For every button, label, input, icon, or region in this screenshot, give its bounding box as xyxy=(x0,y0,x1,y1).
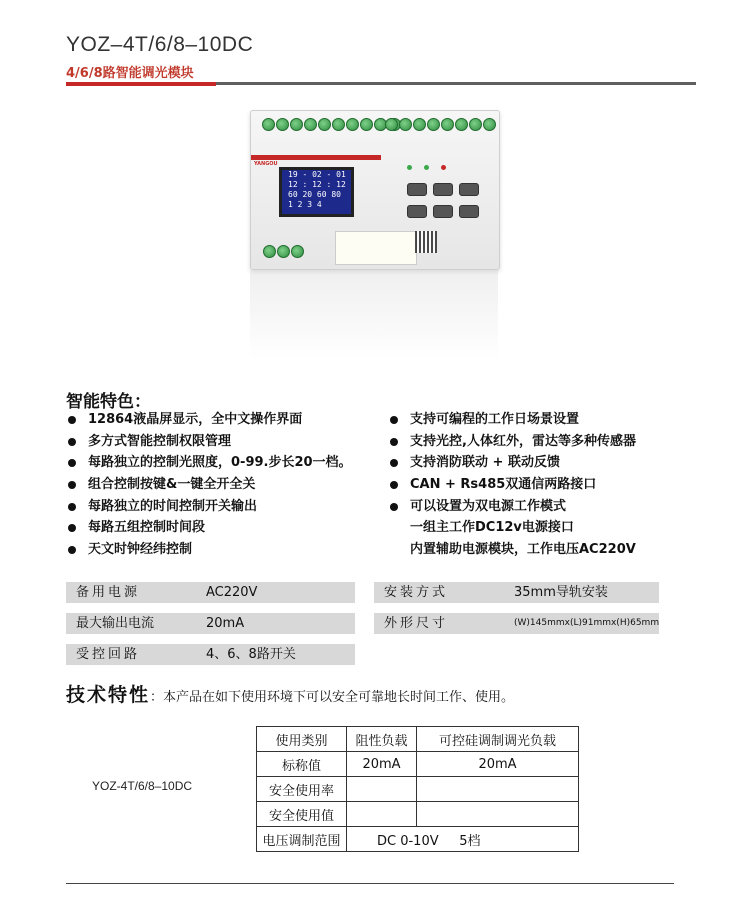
table-cell: 安全使用率 xyxy=(257,777,347,802)
feature-item: 12864液晶屏显示，全中文操作界面 xyxy=(66,409,352,431)
feature-item-continued: 内置辅助电源模块，工作电压AC220V xyxy=(410,542,636,558)
tech-table xyxy=(256,726,579,852)
screen-line: 1 2 3 4 xyxy=(288,200,322,209)
features-right-list xyxy=(388,409,636,561)
table-cell: 20mA xyxy=(417,752,579,777)
feature-item: 天文时钟经纬控制 xyxy=(66,539,352,561)
product-image xyxy=(250,110,500,270)
spec-label: 安装方式 xyxy=(384,585,449,600)
feature-item: CAN + Rs485双通信两路接口 xyxy=(388,474,636,496)
table-row xyxy=(257,777,579,802)
table-cell xyxy=(417,777,579,802)
screen-line: 12 : 12 : 12 xyxy=(288,180,346,189)
table-cell: 电压调制范围 xyxy=(257,827,347,852)
header-accent-bar xyxy=(66,82,216,86)
feature-item: 支持可编程的工作日场景设置 xyxy=(388,409,636,431)
screen-line: 60 20 60 80 xyxy=(288,190,341,199)
spec-label: 受控回路 xyxy=(76,647,141,662)
table-row xyxy=(257,727,579,752)
device-button xyxy=(433,183,453,196)
qr-code xyxy=(415,231,437,253)
table-cell xyxy=(347,802,417,827)
page-subtitle: 4/6/8路智能调光模块 xyxy=(66,66,194,81)
table-row xyxy=(257,802,579,827)
product-reflection xyxy=(250,270,498,360)
brand-stripe xyxy=(251,155,381,160)
page-title: YOZ–4T/6/8–10DC xyxy=(66,33,254,56)
device-button xyxy=(433,205,453,218)
device-button xyxy=(459,183,479,196)
table-row xyxy=(257,752,579,777)
spec-row-size xyxy=(374,613,659,634)
device-label-panel xyxy=(335,231,417,265)
spec-row-circuits xyxy=(66,644,355,665)
model-number: YOZ-4T/6/8–10DC xyxy=(92,779,193,793)
tech-description: ：本产品在如下使用环境下可以安全可靠地长时间工作、使用。 xyxy=(150,690,515,705)
features-title: 智能特色： xyxy=(66,392,151,412)
spec-label: 最大输出电流 xyxy=(76,616,155,631)
screen-line: 19 - 02 - 01 xyxy=(288,170,346,179)
device-button xyxy=(407,205,427,218)
top-terminals-right xyxy=(385,118,496,131)
tech-title: 技术特性 xyxy=(66,684,151,706)
spec-label: 外形尺寸 xyxy=(384,616,449,631)
status-leds xyxy=(407,165,446,170)
table-cell: DC 0-10V 5档 xyxy=(347,827,579,852)
features-left-list xyxy=(66,409,352,561)
spec-value: AC220V xyxy=(206,585,258,600)
feature-item: 每路五组控制时间段 xyxy=(66,517,352,539)
table-cell: 20mA xyxy=(347,752,417,777)
feature-item-continued: 一组主工作DC12v电源接口 xyxy=(410,520,574,536)
feature-item: 支持光控,人体红外，雷达等多种传感器 xyxy=(388,431,636,453)
spec-label: 备用电源 xyxy=(76,585,141,600)
spec-row-install xyxy=(374,582,659,603)
table-header: 可控硅调制调光负载 xyxy=(417,727,579,752)
spec-value: 35mm导轨安装 xyxy=(514,585,608,600)
table-cell: 标称值 xyxy=(257,752,347,777)
table-cell: 安全使用值 xyxy=(257,802,347,827)
bottom-terminals xyxy=(263,245,304,258)
spec-row-backup-power xyxy=(66,582,355,603)
feature-item: 多方式智能控制权限管理 xyxy=(66,431,352,453)
footer-divider xyxy=(66,883,674,884)
spec-value: 4、6、8路开关 xyxy=(206,647,296,662)
table-header: 阻性负载 xyxy=(347,727,417,752)
feature-item: 支持消防联动 + 联动反馈 xyxy=(388,452,636,474)
device-button xyxy=(459,205,479,218)
table-row xyxy=(257,827,579,852)
feature-item: 组合控制按键&一键全开全关 xyxy=(66,474,352,496)
lcd-screen xyxy=(279,167,354,217)
top-terminals-left xyxy=(262,118,401,131)
spec-value: 20mA xyxy=(206,616,245,631)
brand-label: YANGOU xyxy=(254,161,278,167)
device-button xyxy=(407,183,427,196)
table-header: 使用类别 xyxy=(257,727,347,752)
table-cell xyxy=(417,802,579,827)
tech-heading xyxy=(66,680,514,707)
feature-item: 可以设置为双电源工作模式 xyxy=(388,496,636,518)
spec-value: (W)145mmx(L)91mmx(H)65mm xyxy=(514,618,660,628)
spec-row-max-current xyxy=(66,613,355,634)
feature-item: 每路独立的控制光照度，0-99.步长20一档。 xyxy=(66,452,352,474)
feature-item: 每路独立的时间控制开关输出 xyxy=(66,496,352,518)
table-cell xyxy=(347,777,417,802)
